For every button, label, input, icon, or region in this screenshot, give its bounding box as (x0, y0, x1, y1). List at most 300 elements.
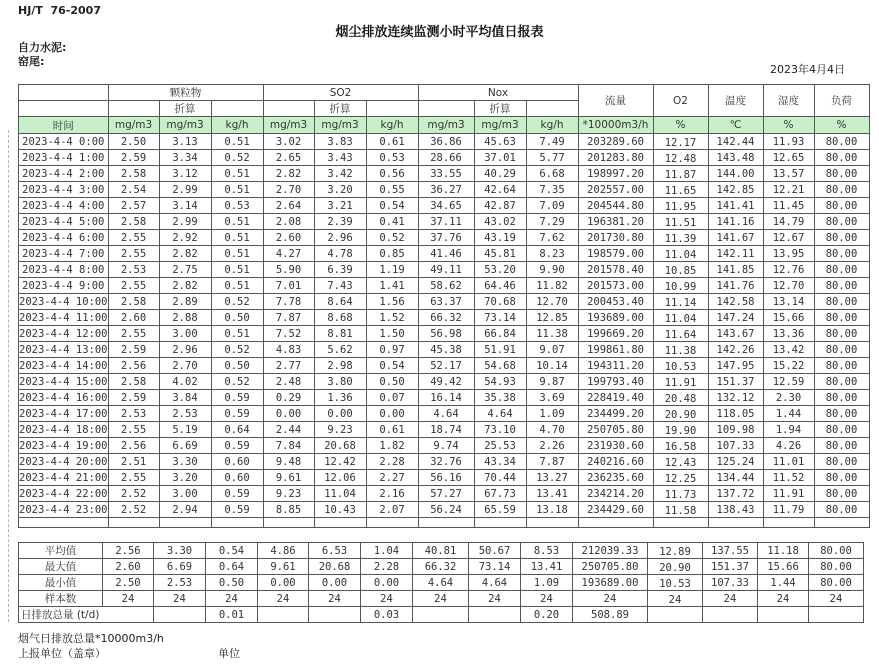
value-cell: 2.30 (763, 390, 814, 406)
value-cell: 11.51 (653, 214, 708, 230)
summary-value-cell (309, 607, 361, 623)
value-cell: 2.88 (159, 310, 211, 326)
value-cell: 80.00 (814, 486, 869, 502)
empty-cell (653, 518, 708, 528)
value-cell: 2.64 (263, 198, 314, 214)
value-cell: 12.43 (653, 454, 708, 470)
value-cell: 6.68 (526, 166, 578, 182)
value-cell: 66.32 (418, 310, 474, 326)
value-cell: 2.59 (108, 150, 159, 166)
value-cell: 234429.60 (578, 502, 653, 518)
value-cell: 7.01 (263, 278, 314, 294)
value-cell: 0.51 (211, 214, 263, 230)
summary-value-cell (469, 607, 521, 623)
value-cell: 80.00 (814, 134, 869, 150)
main-tbody (19, 134, 870, 528)
value-cell: 11.87 (653, 166, 708, 182)
summary-value-cell: 24 (309, 591, 361, 607)
value-cell: 2.55 (108, 326, 159, 342)
value-cell: 2.53 (108, 406, 159, 422)
value-cell: 4.26 (763, 438, 814, 454)
summary-value-cell: 6.53 (309, 543, 361, 559)
value-cell: 4.70 (526, 422, 578, 438)
value-cell: 2.99 (159, 182, 211, 198)
value-cell: 65.59 (474, 502, 526, 518)
value-cell: 2.56 (108, 358, 159, 374)
summary-value-cell: 0.00 (258, 575, 309, 591)
value-cell: 3.20 (314, 182, 366, 198)
empty-cell (108, 518, 159, 528)
unit-header: mg/m3 (474, 117, 526, 134)
value-cell: 2.44 (263, 422, 314, 438)
time-cell: 2023-4-4 5:00 (19, 214, 109, 230)
summary-value-cell: 24 (206, 591, 258, 607)
value-cell: 2.16 (366, 486, 418, 502)
company-label: 自力水泥: (18, 41, 67, 54)
header-o2: O2 (653, 85, 708, 117)
value-cell: 13.95 (763, 246, 814, 262)
value-cell: 11.38 (653, 342, 708, 358)
summary-value-cell: 12.89 (648, 543, 703, 559)
summary-value-cell: 15.66 (758, 559, 809, 575)
value-cell: 43.19 (474, 230, 526, 246)
time-cell: 2023-4-4 15:00 (19, 375, 108, 388)
value-cell: 2.82 (263, 166, 314, 182)
time-cell: 2023-4-4 1:00 (19, 150, 109, 166)
value-cell: 8.81 (314, 326, 366, 342)
value-cell: 12.21 (763, 182, 814, 198)
value-cell: 5.77 (526, 150, 578, 166)
value-cell: 80.00 (814, 278, 869, 294)
value-cell: 2.59 (108, 390, 159, 406)
footer-unit-label: 单位 (218, 647, 240, 660)
time-cell: 2023-4-4 10:00 (19, 295, 108, 308)
value-cell: 3.00 (159, 486, 211, 502)
summary-value-cell: 508.89 (573, 607, 648, 623)
kiln-label: 窑尾: (18, 55, 45, 68)
value-cell: 67.73 (474, 486, 526, 502)
value-cell: 12.06 (314, 470, 366, 486)
value-cell: 9.23 (314, 422, 366, 438)
value-cell: 125.24 (708, 454, 763, 470)
value-cell: 12.25 (653, 470, 708, 486)
value-cell: 20.48 (653, 390, 708, 406)
value-cell: 3.14 (159, 198, 211, 214)
value-cell: 70.44 (474, 470, 526, 486)
summary-value-cell: 24 (648, 591, 703, 607)
empty-cell (418, 518, 474, 528)
value-cell: 2.51 (108, 454, 159, 470)
summary-value-cell: 1.04 (361, 543, 413, 559)
value-cell: 2.70 (159, 358, 211, 374)
value-cell: 231930.60 (578, 438, 653, 454)
value-cell: 5.19 (159, 422, 211, 438)
data-row (19, 134, 870, 150)
empty-cell (263, 518, 314, 528)
value-cell: 11.58 (653, 502, 708, 518)
value-cell: 12.48 (653, 150, 708, 166)
value-cell: 11.04 (653, 310, 708, 326)
value-cell: 198579.00 (578, 246, 653, 262)
value-cell: 80.00 (814, 230, 869, 246)
value-cell: 37.76 (418, 230, 474, 246)
value-cell: 234214.20 (578, 486, 653, 502)
unit-header: mg/m3 (314, 117, 366, 134)
data-row (19, 486, 870, 502)
summary-value-cell: 8.53 (521, 543, 573, 559)
value-cell: 2.56 (108, 438, 159, 454)
value-cell: 12.70 (526, 294, 578, 310)
header-row-units (19, 117, 870, 134)
unit-header: mg/m3 (418, 117, 474, 134)
data-row (19, 214, 870, 230)
value-cell: 2.53 (159, 406, 211, 422)
value-cell: 2.55 (108, 470, 159, 486)
value-cell: 2.98 (314, 358, 366, 374)
value-cell: 1.50 (366, 326, 418, 342)
value-cell: 56.98 (418, 326, 474, 342)
value-cell: 138.43 (708, 502, 763, 518)
header-blank (366, 101, 418, 117)
value-cell: 7.43 (314, 278, 366, 294)
value-cell: 4.78 (314, 246, 366, 262)
value-cell: 64.46 (474, 278, 526, 294)
summary-value-cell: 50.67 (469, 543, 521, 559)
value-cell: 10.53 (653, 358, 708, 374)
header-blank (418, 101, 474, 117)
value-cell: 15.22 (763, 358, 814, 374)
value-cell: 1.09 (526, 406, 578, 422)
value-cell: 25.53 (474, 438, 526, 454)
summary-value-cell: 24 (361, 591, 413, 607)
summary-label: 样本数 (19, 591, 103, 607)
value-cell: 2.58 (108, 214, 159, 230)
value-cell: 80.00 (814, 310, 869, 326)
value-cell: 2.58 (108, 374, 159, 390)
value-cell: 193689.00 (578, 310, 653, 326)
value-cell: 4.64 (418, 406, 474, 422)
value-cell: 0.51 (211, 134, 263, 150)
summary-value-cell: 24 (809, 591, 864, 607)
value-cell: 3.30 (159, 454, 211, 470)
value-cell: 12.17 (653, 134, 708, 150)
value-cell: 4.27 (263, 246, 314, 262)
value-cell: 203289.60 (578, 134, 653, 150)
value-cell: 37.01 (474, 150, 526, 166)
summary-value-cell: 212039.33 (573, 543, 648, 559)
value-cell: 2.60 (263, 230, 314, 246)
time-cell: 2023-4-4 21:00 (19, 471, 108, 484)
value-cell: 16.58 (653, 438, 708, 454)
value-cell: 0.59 (211, 406, 263, 422)
header-row-groups (19, 85, 870, 101)
value-cell: 9.48 (263, 454, 314, 470)
value-cell: 7.35 (526, 182, 578, 198)
header-load: 负荷 (814, 85, 869, 117)
value-cell: 4.64 (474, 406, 526, 422)
value-cell: 1.19 (366, 262, 418, 278)
value-cell: 12.59 (763, 374, 814, 390)
value-cell: 0.61 (366, 422, 418, 438)
summary-value-cell (154, 607, 206, 623)
summary-value-cell: 80.00 (809, 543, 864, 559)
value-cell: 12.65 (763, 150, 814, 166)
value-cell: 45.81 (474, 246, 526, 262)
value-cell: 0.52 (211, 374, 263, 390)
empty-cell (19, 518, 109, 528)
summary-value-cell: 24 (154, 591, 206, 607)
value-cell: 0.54 (366, 198, 418, 214)
value-cell: 11.52 (763, 470, 814, 486)
value-cell: 2.82 (159, 278, 211, 294)
data-row (19, 278, 870, 294)
summary-value-cell: 24 (521, 591, 573, 607)
summary-table (18, 542, 864, 623)
unit-header: kg/h (211, 117, 263, 134)
value-cell: 2.99 (159, 214, 211, 230)
value-cell: 7.84 (263, 438, 314, 454)
value-cell: 13.14 (763, 294, 814, 310)
value-cell: 0.59 (211, 486, 263, 502)
value-cell: 141.76 (708, 278, 763, 294)
value-cell: 142.85 (708, 182, 763, 198)
empty-row (19, 518, 870, 528)
value-cell: 3.83 (314, 134, 366, 150)
empty-cell (366, 518, 418, 528)
value-cell: 200453.40 (578, 294, 653, 310)
value-cell: 80.00 (814, 454, 869, 470)
time-cell: 2023-4-4 22:00 (19, 487, 108, 500)
value-cell: 36.27 (418, 182, 474, 198)
value-cell: 80.00 (814, 214, 869, 230)
standard-label: HJ/T 76-2007 (18, 4, 101, 17)
value-cell: 234499.20 (578, 406, 653, 422)
unit-header: *10000m3/h (578, 117, 653, 134)
value-cell: 0.52 (211, 150, 263, 166)
empty-cell (708, 518, 763, 528)
summary-label: 最小值 (19, 575, 103, 591)
value-cell: 80.00 (814, 422, 869, 438)
value-cell: 2.55 (108, 230, 159, 246)
value-cell: 80.00 (814, 198, 869, 214)
summary-value-cell: 24 (703, 591, 758, 607)
value-cell: 80.00 (814, 166, 869, 182)
value-cell: 2.07 (366, 502, 418, 518)
value-cell: 2.60 (108, 310, 159, 326)
value-cell: 7.49 (526, 134, 578, 150)
report-date: 2023年4月4日 (770, 63, 845, 76)
value-cell: 12.70 (763, 278, 814, 294)
summary-value-cell: 2.28 (361, 559, 413, 575)
value-cell: 13.57 (763, 166, 814, 182)
value-cell: 0.51 (211, 278, 263, 294)
value-cell: 20.68 (314, 438, 366, 454)
value-cell: 2.50 (108, 134, 159, 150)
value-cell: 2.48 (263, 374, 314, 390)
value-cell: 80.00 (814, 182, 869, 198)
value-cell: 14.79 (763, 214, 814, 230)
value-cell: 2.55 (108, 278, 159, 294)
value-cell: 8.68 (314, 310, 366, 326)
summary-value-cell: 1.09 (521, 575, 573, 591)
value-cell: 250705.80 (578, 422, 653, 438)
value-cell: 13.41 (526, 486, 578, 502)
summary-value-cell: 10.53 (648, 575, 703, 591)
summary-value-cell: 0.50 (206, 575, 258, 591)
value-cell: 0.61 (366, 134, 418, 150)
summary-value-cell: 137.55 (703, 543, 758, 559)
unit-header: kg/h (366, 117, 418, 134)
unit-header: mg/m3 (263, 117, 314, 134)
unit-header: % (653, 117, 708, 134)
value-cell: 3.12 (159, 166, 211, 182)
value-cell: 2.55 (108, 246, 159, 262)
value-cell: 12.67 (763, 230, 814, 246)
header-blank (263, 101, 314, 117)
value-cell: 0.50 (211, 358, 263, 374)
value-cell: 0.53 (211, 198, 263, 214)
value-cell: 80.00 (814, 406, 869, 422)
value-cell: 8.85 (263, 502, 314, 518)
value-cell: 3.80 (314, 374, 366, 390)
value-cell: 2.54 (108, 182, 159, 198)
empty-cell (474, 518, 526, 528)
value-cell: 201283.80 (578, 150, 653, 166)
value-cell: 43.02 (474, 214, 526, 230)
time-cell: 2023-4-4 11:00 (19, 311, 108, 324)
summary-value-cell: 0.00 (309, 575, 361, 591)
value-cell: 141.41 (708, 198, 763, 214)
value-cell: 2.39 (314, 214, 366, 230)
unit-header: % (814, 117, 869, 134)
value-cell: 56.16 (418, 470, 474, 486)
value-cell: 32.76 (418, 454, 474, 470)
value-cell: 11.93 (763, 134, 814, 150)
value-cell: 3.43 (314, 150, 366, 166)
summary-value-cell: 20.90 (648, 559, 703, 575)
value-cell: 198997.20 (578, 166, 653, 182)
value-cell: 0.60 (211, 470, 263, 486)
value-cell: 2.52 (108, 486, 159, 502)
value-cell: 2.58 (108, 294, 159, 310)
value-cell: 7.29 (526, 214, 578, 230)
value-cell: 141.16 (708, 214, 763, 230)
value-cell: 49.11 (418, 262, 474, 278)
value-cell: 11.04 (653, 246, 708, 262)
time-cell: 2023-4-4 14:00 (19, 359, 108, 372)
value-cell: 0.97 (366, 342, 418, 358)
value-cell: 144.00 (708, 166, 763, 182)
value-cell: 9.61 (263, 470, 314, 486)
header-group-so2: SO2 (263, 85, 418, 101)
unit-header: ℃ (708, 117, 763, 134)
value-cell: 42.87 (474, 198, 526, 214)
data-row (19, 262, 870, 278)
unit-header: kg/h (526, 117, 578, 134)
empty-cell (159, 518, 211, 528)
time-cell: 2023-4-4 9:00 (19, 278, 109, 294)
summary-value-cell: 20.68 (309, 559, 361, 575)
value-cell: 0.00 (314, 406, 366, 422)
value-cell: 8.64 (314, 294, 366, 310)
data-row (19, 422, 870, 438)
summary-value-cell: 73.14 (469, 559, 521, 575)
value-cell: 1.41 (366, 278, 418, 294)
value-cell: 41.46 (418, 246, 474, 262)
value-cell: 132.12 (708, 390, 763, 406)
summary-value-cell: 66.32 (413, 559, 469, 575)
value-cell: 151.37 (708, 374, 763, 390)
value-cell: 19.90 (653, 422, 708, 438)
unit-header: % (763, 117, 814, 134)
value-cell: 3.20 (159, 470, 211, 486)
value-cell: 53.20 (474, 262, 526, 278)
value-cell: 199669.20 (578, 326, 653, 342)
value-cell: 201573.00 (578, 278, 653, 294)
summary-value-cell: 9.61 (258, 559, 309, 575)
value-cell: 54.68 (474, 358, 526, 374)
value-cell: 15.66 (763, 310, 814, 326)
value-cell: 2.96 (314, 230, 366, 246)
data-row (19, 246, 870, 262)
header-conv-so2: 折算 (314, 101, 366, 117)
time-cell: 2023-4-4 12:00 (19, 327, 108, 340)
value-cell: 0.51 (211, 230, 263, 246)
value-cell: 35.38 (474, 390, 526, 406)
summary-value-cell: 24 (758, 591, 809, 607)
value-cell: 80.00 (814, 294, 869, 310)
value-cell: 142.58 (708, 294, 763, 310)
value-cell: 2.59 (108, 342, 159, 358)
data-row (19, 454, 870, 470)
value-cell: 80.00 (814, 374, 869, 390)
value-cell: 199861.80 (578, 342, 653, 358)
value-cell: 3.02 (263, 134, 314, 150)
value-cell: 11.79 (763, 502, 814, 518)
empty-cell (211, 518, 263, 528)
data-row (19, 374, 870, 390)
value-cell: 63.37 (418, 294, 474, 310)
value-cell: 2.57 (108, 198, 159, 214)
value-cell: 80.00 (814, 438, 869, 454)
value-cell: 80.00 (814, 262, 869, 278)
value-cell: 1.36 (314, 390, 366, 406)
value-cell: 40.29 (474, 166, 526, 182)
empty-cell (578, 518, 653, 528)
value-cell: 2.94 (159, 502, 211, 518)
time-cell: 2023-4-4 8:00 (19, 262, 109, 278)
time-header: 时间 (19, 117, 109, 134)
value-cell: 1.56 (366, 294, 418, 310)
time-cell: 2023-4-4 16:00 (19, 391, 108, 404)
summary-label: 最大值 (19, 559, 103, 575)
summary-value-cell: 4.64 (469, 575, 521, 591)
value-cell: 70.68 (474, 294, 526, 310)
value-cell: 2.96 (159, 342, 211, 358)
value-cell: 80.00 (814, 470, 869, 486)
value-cell: 2.65 (263, 150, 314, 166)
value-cell: 201730.80 (578, 230, 653, 246)
data-row (19, 358, 870, 374)
time-cell: 2023-4-4 6:00 (19, 230, 109, 246)
value-cell: 3.84 (159, 390, 211, 406)
value-cell: 66.84 (474, 326, 526, 342)
value-cell: 147.24 (708, 310, 763, 326)
value-cell: 142.26 (708, 342, 763, 358)
data-row (19, 470, 870, 486)
value-cell: 58.62 (418, 278, 474, 294)
value-cell: 20.90 (653, 406, 708, 422)
